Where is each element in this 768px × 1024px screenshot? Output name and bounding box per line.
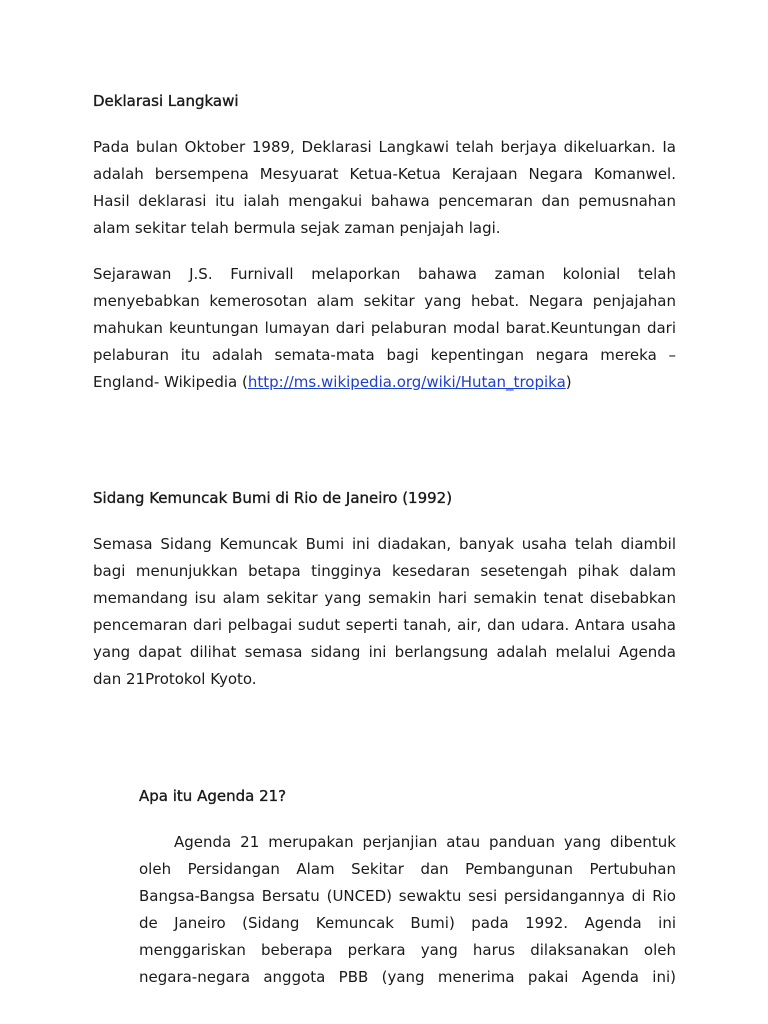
paragraph-line: dan 21Protokol Kyoto. — [93, 670, 257, 688]
paragraph-line: Bangsa-Bangsa Bersatu (UNCED) sewaktu sesi persidangannya di Rio — [139, 887, 676, 905]
paragraph-furnivall — [93, 261, 676, 396]
paragraph-line: menyebabkan kemerosotan alam sekitar yang hebat. Negara penjajahan — [93, 292, 676, 310]
paragraph-line: memandang isu alam sekitar yang semakin hari semakin tenat disebabkan — [93, 589, 676, 607]
paragraph-line: pelaburan itu adalah semata-mata bagi kepentingan negara mereka – — [93, 346, 676, 364]
paragraph-line: Semasa Sidang Kemuncak Bumi ini diadakan, banyak usaha telah diambil — [93, 535, 676, 553]
paragraph-line: Sejarawan J.S. Furnivall melaporkan bahawa zaman kolonial telah — [93, 265, 676, 283]
citation-suffix: ) — [565, 373, 572, 391]
paragraph-line: Pada bulan Oktober 1989, Deklarasi Langkawi telah berjaya dikeluarkan. Ia — [93, 138, 676, 156]
paragraph-line: oleh Persidangan Alam Sekitar dan Pembangunan Pertubuhan — [139, 860, 676, 878]
section-heading-agenda-21: Apa itu Agenda 21? — [139, 787, 287, 805]
paragraph-line: de Janeiro (Sidang Kemuncak Bumi) pada 1992. Agenda ini — [139, 914, 676, 932]
paragraph-line: Agenda 21 merupakan perjanjian atau panduan yang dibentuk — [174, 833, 676, 851]
section-heading-sidang-kemuncak-bumi: Sidang Kemuncak Bumi di Rio de Janeiro (1992) — [93, 489, 453, 507]
paragraph-line: pencemaran dari pelbagai sudut seperti tanah, air, dan udara. Antara usaha — [93, 616, 676, 634]
section-heading-deklarasi-langkawi: Deklarasi Langkawi — [93, 92, 239, 110]
paragraph-deklarasi-langkawi — [93, 134, 676, 242]
paragraph-line: menggariskan beberapa perkara yang harus dilaksanakan oleh — [139, 941, 676, 959]
wikipedia-link[interactable]: http://ms.wikipedia.org/wiki/Hutan_tropika — [247, 373, 566, 391]
paragraph-line: negara-negara anggota PBB (yang menerima pakai Agenda ini) — [139, 968, 676, 986]
paragraph-line: Hasil deklarasi itu ialah mengakui bahawa pencemaran dan pemusnahan — [93, 192, 676, 210]
paragraph-line: yang dapat dilihat semasa sidang ini berlangsung adalah melalui Agenda — [93, 643, 676, 661]
paragraph-sidang-kemuncak-bumi — [93, 531, 676, 693]
paragraph-agenda-21 — [139, 829, 676, 991]
paragraph-line-with-link — [93, 369, 676, 396]
paragraph-line: bagi menunjukkan betapa tingginya kesedaran sesetengah pihak dalam — [93, 562, 676, 580]
paragraph-line: alam sekitar telah bermula sejak zaman penjajah lagi. — [93, 219, 501, 237]
paragraph-line: mahukan keuntungan lumayan dari pelaburan modal barat.Keuntungan dari — [93, 319, 676, 337]
paragraph-line: adalah bersempena Mesyuarat Ketua-Ketua Kerajaan Negara Komanwel. — [93, 165, 676, 183]
citation-prefix: England- Wikipedia ( — [93, 373, 248, 391]
